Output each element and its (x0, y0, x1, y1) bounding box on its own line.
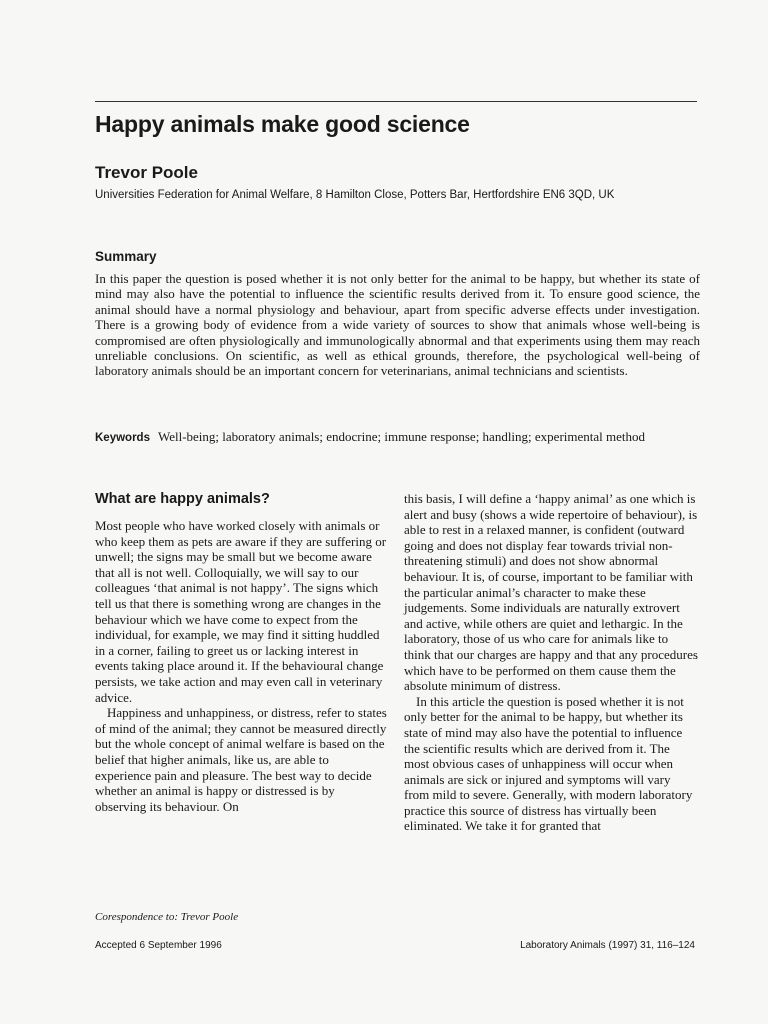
keywords-text: Well-being; laboratory animals; endocrine; immune response; handling; experimental method (157, 429, 646, 444)
right-column (404, 491, 698, 834)
section-heading: What are happy animals? (95, 491, 270, 507)
correspondence-note: Corespondence to: Trevor Poole (95, 911, 239, 923)
journal-citation: Laboratory Animals (1997) 31, 116–124 (520, 940, 695, 951)
article-title: Happy animals make good science (95, 111, 470, 137)
keywords-block (95, 429, 700, 446)
top-rule (95, 101, 697, 102)
body-paragraph: Most people who have worked closely with animals or who keep them as pets are aware if they are suffering or unwell; the signs may be small but we become aware that all is not well. Colloquially, we will say to our colleagues ‘that animal is not happy’. The signs which tell us that there is something wrong are changes in the behaviour which we have come to expect from the individual, for example, we may find it sitting huddled in a corner, failing to greet us or lacking interest in events taking place around it. If the behavioural change persists, we take action and may even call in veterinary advice. (95, 518, 387, 705)
body-paragraph: Happiness and unhappiness, or distress, refer to states of mind of the animal; they cannot be measured directly but the whole concept of animal welfare is based on the belief that higher animals, like us, are able to experience pain and pleasure. The best way to decide whether an animal is happy or distressed is by observing its behaviour. On (95, 705, 387, 814)
summary-text: In this paper the question is posed whether it is not only better for the animal to be happy, but whether its state of mind may also have the potential to influence the scientific results derived from it. To ensure good science, the animal should have a normal physiology and behaviour, apart from specific adverse effects under investigation. There is a growing body of evidence from a wide variety of sources to show that animals whose well-being is compromised are often physiologically and immunologically abnormal and that experiments using them may reach unreliable conclusions. On scientific, as well as ethical grounds, therefore, the psychological well-being of laboratory animals should be an important concern for veterinarians, animal technicians and scientists. (95, 271, 700, 379)
author-name: Trevor Poole (95, 163, 198, 182)
summary-heading: Summary (95, 249, 157, 264)
accepted-date: Accepted 6 September 1996 (95, 940, 222, 951)
left-column (95, 518, 387, 814)
author-affiliation: Universities Federation for Animal Welfare, 8 Hamilton Close, Potters Bar, Hertfordshire EN6 3QD, UK (95, 189, 615, 201)
body-paragraph: In this article the question is posed whether it is not only better for the animal to be happy, but whether its state of mind may also have the potential to influence the scientific results which are derived from it. The most obvious cases of unhappiness will occur when animals are sick or injured and symptoms will vary from mild to severe. Generally, with modern laboratory practice this source of distress has virtually been eliminated. We take it for granted that (404, 693, 693, 834)
body-paragraph: this basis, I will define a ‘happy animal’ as one which is alert and busy (shows a wide repertoire of behaviour), is able to rest in a relaxed manner, is confident (outward going and does not display fear towards trivial non-threatening stimuli) and does not show abnormal behaviour. It is, of course, important to be familiar with the particular animal’s character to make these judgements. Some individuals are naturally extrovert and active, while others are quiet and lethargic. In the laboratory, those of us who care for animals like to think that our charges are happy and that any procedures which have to be performed on them cause them the absolute minimum of distress. (404, 491, 698, 694)
keywords-label: Keywords (95, 432, 150, 444)
